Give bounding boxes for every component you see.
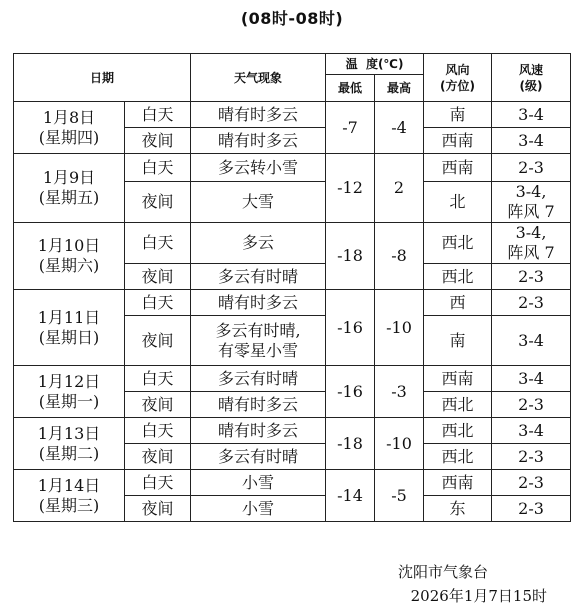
- temp-max: -8: [375, 223, 424, 290]
- weather-text: 有零星小雪: [218, 340, 299, 360]
- header-wind-speed-label: 风速: [519, 62, 544, 77]
- table-row: [14, 102, 571, 128]
- temp-min: -7: [326, 102, 375, 154]
- weather-text: 多云有时晴: [218, 266, 299, 286]
- wind-speed-cell: [492, 264, 571, 290]
- wind-speed-text: 2-3: [518, 446, 544, 466]
- wind-direction: 西北: [424, 392, 492, 418]
- wind-speed-text: 2-3: [518, 292, 544, 312]
- date-cell: [14, 290, 125, 366]
- weather-cell: [191, 366, 326, 392]
- wind-speed-cell: [492, 444, 571, 470]
- period-label: 白天: [125, 223, 191, 264]
- wind-speed-cell: [492, 128, 571, 154]
- period-label: 夜间: [125, 316, 191, 366]
- weather-cell: [191, 223, 326, 264]
- wind-speed-text: 2-3: [518, 498, 544, 518]
- date-label: 1月10日: [37, 236, 101, 255]
- weekday-label: (星期二): [38, 443, 100, 463]
- header-temperature: 温 度(℃): [326, 54, 424, 75]
- temp-min: -18: [326, 418, 375, 470]
- weather-cell: [191, 128, 326, 154]
- date-cell: [14, 366, 125, 418]
- temp-min: -14: [326, 470, 375, 522]
- wind-direction: 西南: [424, 366, 492, 392]
- weather-text: 小雪: [242, 498, 275, 518]
- wind-speed-text: 阵风 7: [507, 243, 555, 262]
- wind-speed-text: 3-4: [518, 130, 544, 150]
- weekday-label: (星期五): [38, 188, 100, 207]
- date-label: 1月13日: [37, 423, 101, 443]
- temp-min: -18: [326, 223, 375, 290]
- wind-direction: 西: [424, 290, 492, 316]
- date-label: 1月9日: [42, 168, 96, 187]
- temp-min: -16: [326, 366, 375, 418]
- wind-speed-cell: [492, 154, 571, 182]
- date-label: 1月12日: [37, 371, 101, 391]
- period-label: 夜间: [125, 128, 191, 154]
- wind-direction: 西北: [424, 444, 492, 470]
- period-label: 白天: [125, 366, 191, 392]
- temp-max: -10: [375, 290, 424, 366]
- weather-cell: [191, 264, 326, 290]
- weekday-label: (星期一): [38, 391, 100, 411]
- date-cell: [14, 102, 125, 154]
- wind-speed-text: 3-4: [518, 420, 544, 440]
- wind-speed-text: 3-4: [518, 368, 544, 388]
- temp-min: -12: [326, 154, 375, 223]
- wind-direction: 西北: [424, 418, 492, 444]
- weather-cell: [191, 444, 326, 470]
- temp-max: -10: [375, 418, 424, 470]
- period-label: 夜间: [125, 182, 191, 223]
- weather-text: 多云有时晴: [218, 368, 299, 388]
- weather-cell: [191, 496, 326, 522]
- wind-direction: 西北: [424, 264, 492, 290]
- wind-direction: 西北: [424, 223, 492, 264]
- table-row: [14, 154, 571, 182]
- weather-cell: [191, 392, 326, 418]
- weather-text: 多云有时晴: [218, 446, 299, 466]
- weather-text: 多云: [242, 233, 275, 252]
- date-cell: [14, 154, 125, 223]
- date-label: 1月8日: [42, 107, 96, 127]
- wind-speed-cell: [492, 182, 571, 223]
- header-wind-speed: [492, 54, 571, 102]
- weekday-label: (星期日): [38, 327, 100, 347]
- header-date: 日期: [14, 54, 191, 102]
- weather-cell: [191, 470, 326, 496]
- weather-text: 晴有时多云: [218, 130, 299, 150]
- table-row: [14, 418, 571, 444]
- wind-speed-cell: [492, 496, 571, 522]
- wind-speed-cell: [492, 290, 571, 316]
- temp-max: -5: [375, 470, 424, 522]
- issue-datetime: 2026年1月7日15时: [410, 587, 547, 605]
- wind-direction: 南: [424, 102, 492, 128]
- wind-speed-cell: [492, 470, 571, 496]
- weekday-label: (星期六): [38, 256, 100, 275]
- weather-cell: [191, 154, 326, 182]
- weather-text: 小雪: [242, 472, 275, 492]
- period-label: 夜间: [125, 392, 191, 418]
- header-temp-min: 最低: [326, 75, 375, 102]
- period-label: 白天: [125, 470, 191, 496]
- wind-direction: 东: [424, 496, 492, 522]
- period-label: 白天: [125, 154, 191, 182]
- header-weather: 天气现象: [191, 54, 326, 102]
- page-title: (08时-08时): [240, 9, 344, 28]
- wind-speed-cell: [492, 366, 571, 392]
- date-cell: [14, 470, 125, 522]
- issuing-agency: 沈阳市气象台: [397, 563, 488, 581]
- weekday-label: (星期三): [38, 495, 100, 515]
- period-label: 夜间: [125, 444, 191, 470]
- table-row: [14, 470, 571, 496]
- weather-text: 晴有时多云: [218, 394, 299, 414]
- wind-speed-text: 阵风 7: [507, 202, 555, 221]
- temp-min: -16: [326, 290, 375, 366]
- weekday-label: (星期四): [38, 127, 100, 147]
- header-wind-speed-unit: (级): [519, 78, 543, 93]
- temp-max: -4: [375, 102, 424, 154]
- table-header: [14, 54, 571, 102]
- weather-text: 晴有时多云: [218, 420, 299, 440]
- wind-speed-cell: [492, 102, 571, 128]
- wind-speed-cell: [492, 223, 571, 264]
- date-cell: [14, 418, 125, 470]
- wind-speed-cell: [492, 392, 571, 418]
- wind-direction: 北: [424, 182, 492, 223]
- forecast-table: [13, 53, 571, 522]
- temp-max: 2: [375, 154, 424, 223]
- period-label: 夜间: [125, 264, 191, 290]
- wind-speed-text: 2-3: [518, 472, 544, 492]
- weather-cell: [191, 102, 326, 128]
- table-body: [14, 102, 571, 522]
- weather-cell: [191, 182, 326, 223]
- wind-speed-text: 2-3: [518, 266, 544, 286]
- wind-speed-text: 3-4,: [515, 182, 547, 201]
- weather-text: 晴有时多云: [218, 104, 299, 124]
- weather-text: 多云有时晴,: [215, 320, 301, 340]
- date-cell: [14, 223, 125, 290]
- header-wind-direction-unit: (方位): [440, 78, 476, 93]
- table-row: [14, 366, 571, 392]
- weather-text: 晴有时多云: [218, 292, 299, 312]
- header-temp-max: 最高: [375, 75, 424, 102]
- weather-cell: [191, 290, 326, 316]
- wind-direction: 西南: [424, 128, 492, 154]
- wind-speed-text: 2-3: [518, 157, 544, 177]
- weather-text: 大雪: [242, 192, 275, 211]
- period-label: 夜间: [125, 496, 191, 522]
- date-label: 1月14日: [37, 475, 101, 495]
- table-row: [14, 290, 571, 316]
- header-wind-direction: [424, 54, 492, 102]
- wind-speed-text: 2-3: [518, 394, 544, 414]
- period-label: 白天: [125, 290, 191, 316]
- table-row: [14, 223, 571, 264]
- wind-speed-cell: [492, 418, 571, 444]
- weather-text: 多云转小雪: [218, 157, 299, 177]
- wind-direction: 南: [424, 316, 492, 366]
- weather-cell: [191, 418, 326, 444]
- wind-speed-cell: [492, 316, 571, 366]
- wind-speed-text: 3-4: [518, 330, 544, 350]
- wind-direction: 西南: [424, 154, 492, 182]
- weather-cell: [191, 316, 326, 366]
- wind-speed-text: 3-4,: [515, 223, 547, 242]
- period-label: 白天: [125, 102, 191, 128]
- wind-speed-text: 3-4: [518, 104, 544, 124]
- wind-direction: 西南: [424, 470, 492, 496]
- header-wind-direction-label: 风向: [445, 62, 470, 77]
- temp-max: -3: [375, 366, 424, 418]
- date-label: 1月11日: [37, 307, 101, 327]
- period-label: 白天: [125, 418, 191, 444]
